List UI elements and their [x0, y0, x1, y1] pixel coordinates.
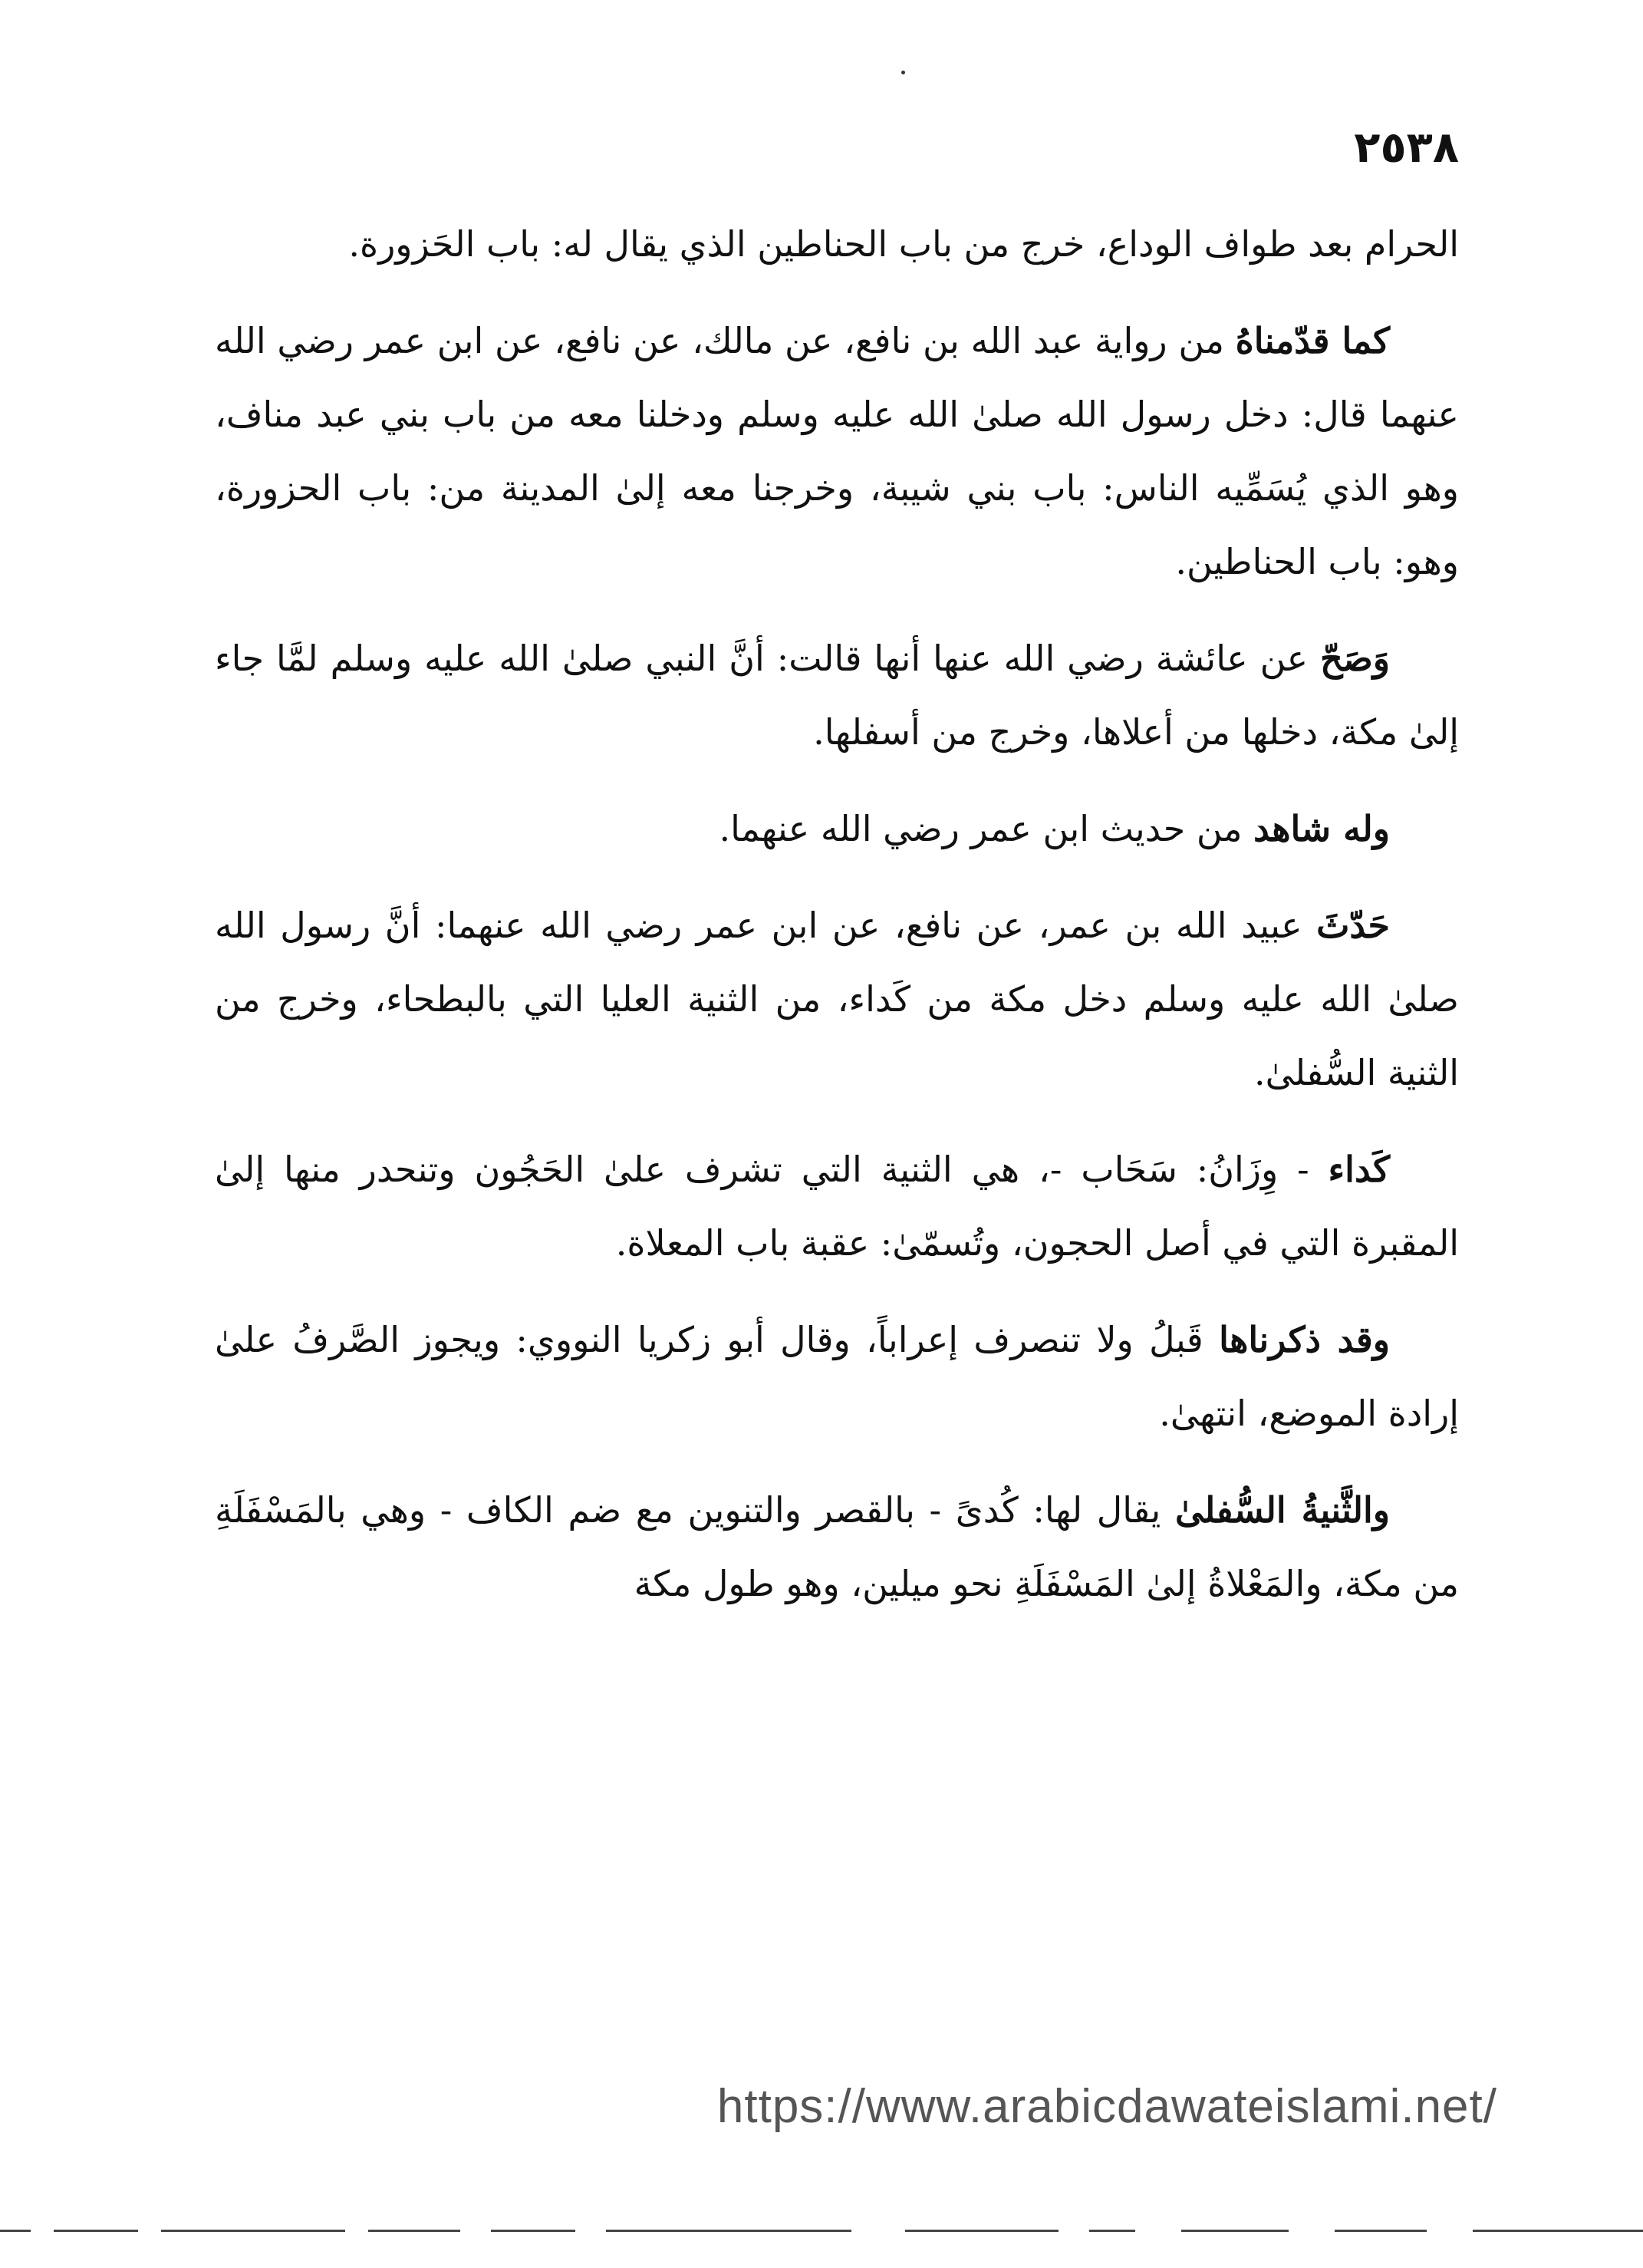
- rule-segment: [1335, 2230, 1427, 2232]
- paragraph-lead: والثَّنيةُ السُّفلىٰ: [1174, 1489, 1390, 1531]
- paragraph-5: [215, 888, 1459, 1109]
- paragraph-text: عبيد الله بن عمر، عن نافع، عن ابن عمر رضي الله عنهما: أنَّ رسول الله صلىٰ الله عليه وسلم دخل مكة من كَداء، من الثنية العليا التي بالبطحاء، وخرج من الثنية السُّفلىٰ.: [215, 905, 1459, 1093]
- paragraph-text: يقال لها: كُدىً - بالقصر والتنوين مع ضم الكاف - وهي بالمَسْفَلَةِ من مكة، والمَعْلاةُ إلىٰ المَسْفَلَةِ نحو ميلين، وهو طول مكة: [215, 1489, 1459, 1604]
- paragraph-text: الحرام بعد طواف الوداع، خرج من باب الحناطين الذي يقال له: باب الحَزورة.: [348, 223, 1459, 265]
- rule-segment: [491, 2230, 575, 2232]
- paragraph-8: [215, 1473, 1459, 1620]
- footer-rule-lines: [0, 2230, 1643, 2233]
- paragraph-lead: وَصَحّ: [1320, 638, 1390, 679]
- paragraph-1: [215, 207, 1459, 281]
- paragraph-lead: وقد ذكرناها: [1219, 1319, 1390, 1360]
- rule-segment: [54, 2230, 138, 2232]
- paragraph-3: [215, 621, 1459, 769]
- paragraph-text: من حديث ابن عمر رضي الله عنهما.: [719, 808, 1254, 849]
- paragraph-7: [215, 1303, 1459, 1450]
- rule-segment: [905, 2230, 1059, 2232]
- rule-segment: [1181, 2230, 1289, 2232]
- footer-watermark-url: https://www.arabicdawateislami.net/: [716, 2080, 1497, 2133]
- rule-segment: [1089, 2230, 1135, 2232]
- paragraph-text: - وِزَانُ: سَحَاب -، هي الثنية التي تشرف علىٰ الحَجُون وتنحدر منها إلىٰ المقبرة التي في أصل الحجون، وتُسمّىٰ: عقبة باب المعلاة.: [215, 1149, 1459, 1264]
- rule-segment: [0, 2230, 31, 2232]
- rule-segment: [606, 2230, 851, 2232]
- paragraph-lead: حَدّثَ: [1316, 905, 1390, 946]
- page-body: [215, 207, 1459, 1643]
- paragraph-text: عن عائشة رضي الله عنها أنها قالت: أنَّ النبي صلىٰ الله عليه وسلم لمَّا جاء إلىٰ مكة، دخلها من أعلاها، وخرج من أسفلها.: [215, 638, 1459, 753]
- paragraph-4: [215, 792, 1459, 865]
- paragraph-lead: كَداء: [1328, 1149, 1390, 1190]
- paragraph-text: قَبلُ ولا تنصرف إعراباً، وقال أبو زكريا النووي: ويجوز الصَّرفُ علىٰ إرادة الموضع، انتهىٰ.: [215, 1319, 1459, 1434]
- paragraph-6: [215, 1132, 1459, 1280]
- paragraph-lead: كما قدّمناهُ: [1235, 320, 1390, 361]
- paragraph-2: [215, 304, 1459, 598]
- rule-segment: [161, 2230, 345, 2232]
- paragraph-text: من رواية عبد الله بن نافع، عن مالك، عن نافع، عن ابن عمر رضي الله عنهما قال: دخل رسول الله صلىٰ الله عليه وسلم ودخلنا معه من باب بني عبد مناف، وهو الذي يُسَمِّيه الناس: باب بني شيبة، وخرجنا معه إلىٰ المدينة من: باب الحزورة، وهو: باب الحناطين.: [215, 320, 1459, 582]
- rule-segment: [368, 2230, 460, 2232]
- rule-segment: [1473, 2230, 1643, 2232]
- scan-speck: [901, 71, 905, 74]
- paragraph-lead: وله شاهد: [1253, 808, 1390, 849]
- page-number: ٢٥٣٨: [1354, 123, 1459, 173]
